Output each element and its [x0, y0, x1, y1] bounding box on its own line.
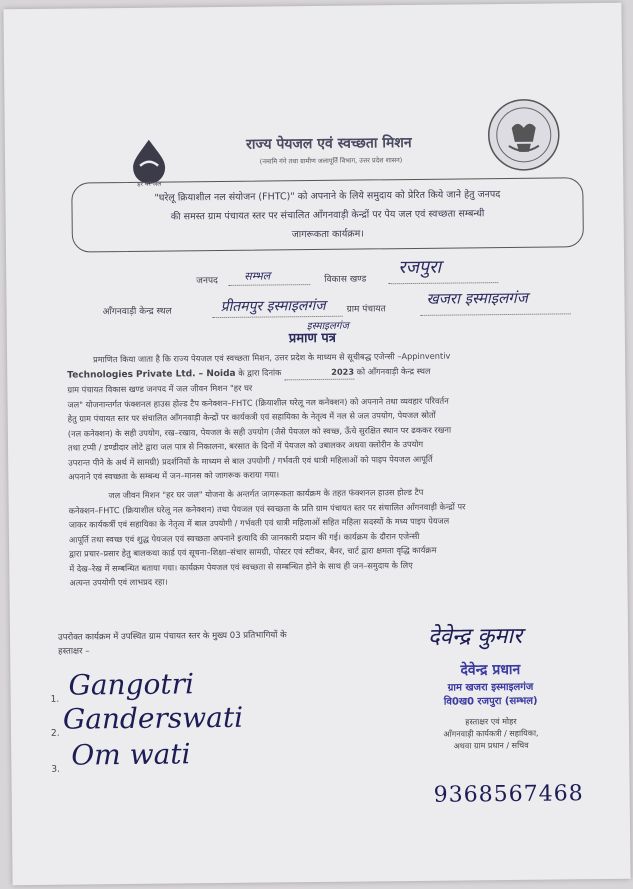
p1-line-4: जल" योजनान्तर्गत फंक्शनल हाउस होल्ड टैप कनेक्शन–FHTC (क्रियाशील घरेलू नल कनेक्शन) को अपनाने तथा व्यवहार परिवर्तन [67, 395, 449, 410]
agency-name: Technologies Private Ltd. – Noida [67, 368, 236, 381]
p1-line-6: (नल कनेक्शन) के सही उपयोग, रख–रखाव, पेयजल के सही उपयोग (जैसे पेयजल को स्वच्छ, ऊँचे सुरक्षित स्थान पर ढककर रखना [67, 424, 452, 439]
stamp-line-2: ग्राम खजरा इस्माइलगंज [447, 681, 534, 694]
official-stamp [400, 659, 580, 708]
participant-2-number: 2. [50, 728, 60, 739]
program-banner [71, 177, 584, 252]
banner-line-1: "घरेलू क्रियाशील नल संयोजन (FHTC)" को अपनाने के लिये समुदाय को प्रेरित किये जाने हेतु जनपद [154, 189, 501, 204]
p1-line-2-tail: को आँगनवाड़ी केन्द्र स्थल [356, 365, 431, 377]
participant-1-number: 1. [50, 694, 60, 705]
p2-line-3: जाकर कार्यकर्त्री एवं सहायिका के नेतृत्व में बाल उपयोगी / गर्भवती एवं धात्री महिलाओं सहित महिला सदस्यों के मध्य पाइप पेयजल [68, 515, 450, 530]
p2-line-7: अत्यन्त उपयोगी एवं लाभप्रद रहा। [69, 576, 168, 588]
district-label: जनपद [196, 276, 218, 287]
p1-line-7: तथा टप्पी / डण्डीदार लोटे द्वारा जल पात्र से निकालना, बरसात के दिनों में पेयजल को उबालकर अथवा क्लोरीन के उपयोग [67, 438, 424, 453]
participant-3-signature: Om wati [71, 737, 191, 772]
p1-line-8: उपरान्त पीने के अर्थ में सामग्री) प्रदर्शनियों के माध्यम से बाल उपयोगी / गर्भवती एवं धात्री महिलाओं को पाइप पेयजल आपूर्ति [68, 453, 433, 468]
participant-2-signature: Ganderswati [62, 700, 244, 736]
signature-caption [401, 715, 581, 753]
p1-line-1: प्रमाणित किया जाता है कि राज्य पेयजल एवं स्वच्छता मिशन, उत्तर प्रदेश के माध्यम से सूचीबद्ध एजेन्सी –Appinventiv [93, 350, 451, 365]
gram-panchayat-label: ग्राम पंचायत [346, 304, 386, 315]
anganwadi-center-value: प्रीतमपुर इस्माइलगंज [220, 297, 326, 316]
stamp-line-3: वि0ख0 रजपुरा (सम्भल) [443, 695, 538, 708]
p2-line-4: आपूर्ति तथा स्वच्छ एवं शुद्ध पेयजल एवं स्वच्छता अपनाने इत्यादि की जानकारी प्रदान की गई। कार्यक्रम के दौरान एजेन्सी [68, 530, 420, 545]
p1-line-5: हेतु ग्राम पंचायत स्तर पर संचालित आँगनवाड़ी केन्द्रों पर कार्यकत्री एवं सहायिका के नेतृत्व में नल से जल उपयोग, पेयजल स्रोतों [67, 409, 436, 424]
participants-intro [58, 628, 287, 658]
gram-panchayat-value: खजरा इस्माइलगंज [426, 288, 528, 308]
p2-line-2: कनेक्शन–FHTC (क्रियाशील घरेलू नल कनेक्शन) तथा पेयजल एवं स्वच्छता के प्रति ग्राम पंचायत स्तर पर संचालित आँगनवाड़ी केन्द्रों पर [68, 500, 466, 516]
participant-1-signature: Gangotri [68, 667, 195, 702]
certificate-paragraph-2 [68, 483, 589, 590]
logo-caption: हर घर जल [137, 180, 162, 188]
p1-line-9: अपनाने एवं स्वच्छता के सम्बन्ध में जन–मानस को जागरूक कराया गया। [68, 469, 280, 482]
signatory-signature: देवेन्द्र कुमार [427, 623, 523, 650]
p2-line-6: में देख–रेख में सम्बन्धित बताया गया। कार्यक्रम पेयजल एवं स्वच्छता से सम्बन्धित होने के साथ ही जन–समुदाय के लिए [69, 559, 413, 574]
p1-date-value: 2023 [284, 364, 354, 380]
participants-intro-line-1: उपरोक्त कार्यक्रम में उपस्थित ग्राम पंचायत स्तर के मुख्य 03 प्रतिभागियों के [57, 630, 287, 643]
banner-line-2: की समस्त ग्राम पंचायत स्तर पर संचालित आँगनवाड़ी केन्द्रों पर पेय जल एवं स्वच्छता सम्बन्धी [170, 208, 485, 223]
mission-title: राज्य पेयजल एवं स्वच्छता मिशन [245, 134, 412, 153]
caption-line-3: अथवा ग्राम प्रधान / सचिव [453, 740, 529, 751]
mission-subtitle: (नमामि गंगे तथा ग्रामीण जलापूर्ति विभाग, उत्तर प्रदेश शासन) [259, 156, 403, 166]
p2-line-5: द्वारा प्रचार–प्रसार हेतु बालकथा कार्ड एवं सूचना–शिक्षा–संचार सामग्री, पोस्टर एवं स्टीकर, बैनर, चार्ट द्वारा क्षमता वृद्धि कार्यक्रम [69, 544, 437, 559]
certificate-title: प्रमाण पत्र [288, 330, 337, 347]
anganwadi-center-label: आँगनवाड़ी केन्द्र स्थल [102, 306, 172, 318]
district-value: सम्भल [244, 269, 271, 283]
p2-line-1: जल जीवन मिशन "हर घर जल" योजना के अन्तर्गत जागरूकता कार्यक्रम के तहत फंक्शनल हाउस होल्ड टैप [108, 486, 424, 501]
certificate-page [3, 3, 630, 885]
state-emblem-icon [486, 97, 561, 172]
p1-date-label: के द्वारा दिनांक [238, 366, 282, 378]
certificate-paragraph-1 [67, 347, 588, 484]
participant-3-number: 3. [51, 764, 61, 775]
caption-line-1: हस्ताक्षर एवं मोहर [465, 716, 517, 727]
block-value: रजपुरा [398, 256, 442, 279]
p1-line-3: ग्राम पंचायत विकास खण्ड जनपद में जल जीवन मिशन "हर घर [67, 382, 253, 395]
block-label: विकास खण्ड [324, 274, 367, 285]
water-drop-logo-icon [125, 135, 174, 187]
banner-line-3: जागरूकता कार्यक्रम। [291, 228, 365, 241]
caption-line-2: आँगनवाड़ी कार्यकत्री / सहायिका, [443, 728, 539, 739]
phone-number: 9368567468 [433, 781, 584, 808]
participants-intro-line-2: हस्ताक्षर – [58, 646, 90, 657]
stamp-line-1: देवेन्द्र प्रधान [460, 661, 521, 679]
center-value-line-2: इस्माइलगंज [306, 320, 349, 333]
